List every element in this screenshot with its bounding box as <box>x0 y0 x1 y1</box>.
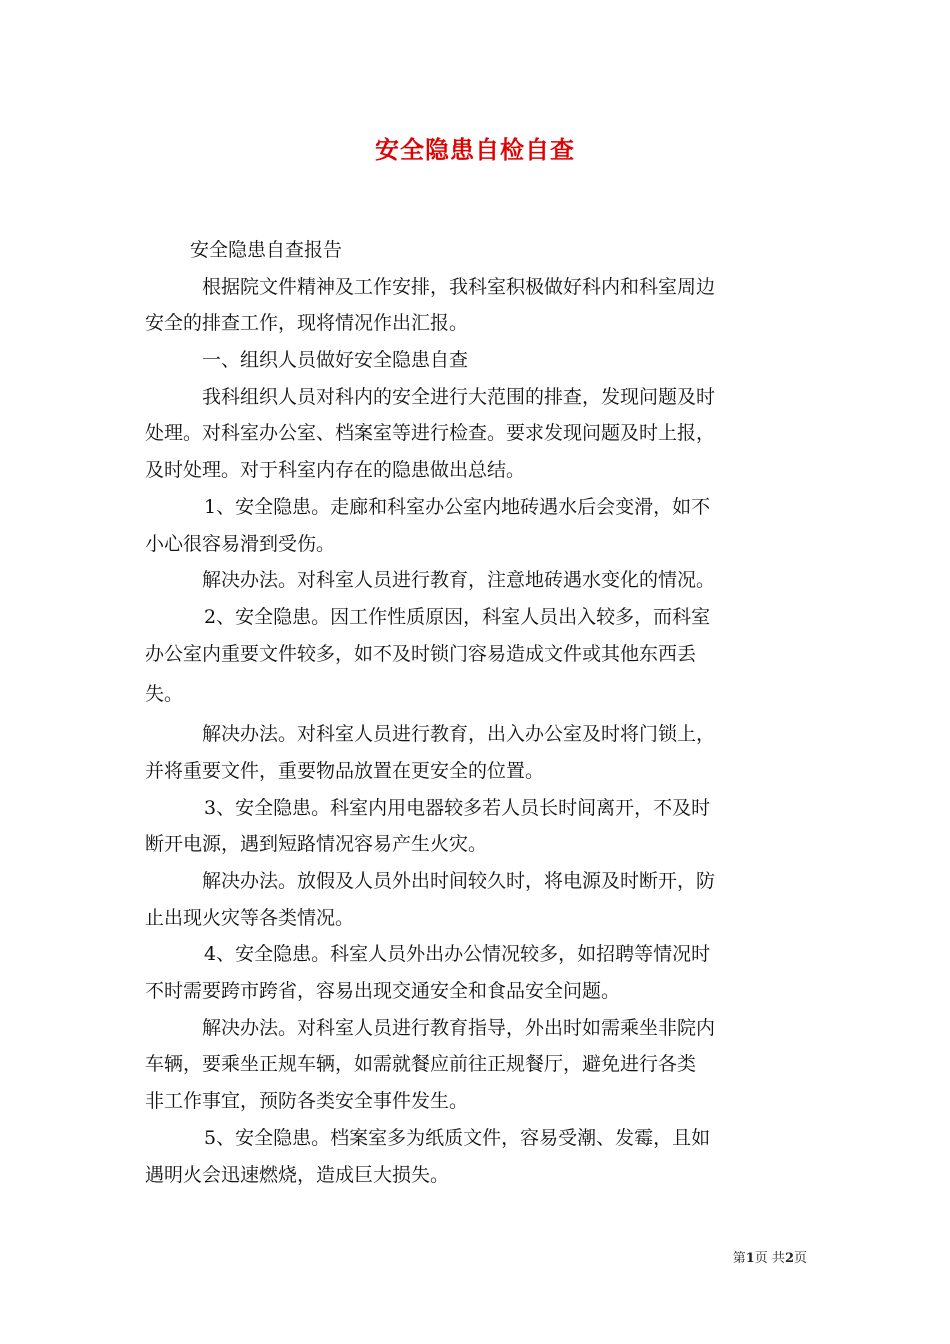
paragraph-line: 非工作事宜，预防各类安全事件发生。 <box>145 1090 469 1113</box>
document-title: 安全隐患自检自查 <box>375 135 575 164</box>
paragraph-line: 失。 <box>145 683 184 706</box>
paragraph-line: 解决办法。对科室人员进行教育，出入办公室及时将门锁上， <box>202 723 716 746</box>
footer-middle: 页 共 <box>754 1251 785 1266</box>
paragraph-line: 解决办法。对科室人员进行教育，注意地砖遇水变化的情况。 <box>202 569 716 592</box>
footer-suffix: 页 <box>793 1251 807 1266</box>
footer-prefix: 第 <box>732 1251 746 1266</box>
paragraph-line: 解决办法。对科室人员进行教育指导，外出时如需乘坐非院内 <box>202 1016 716 1039</box>
paragraph-line: 及时处理。对于科室内存在的隐患做出总结。 <box>145 459 526 482</box>
paragraph-line: 车辆，要乘坐正规车辆，如需就餐应前往正规餐厅，避免进行各类 <box>145 1053 697 1076</box>
paragraph-line: 根据院文件精神及工作安排，我科室积极做好科内和科室周边 <box>202 275 716 298</box>
paragraph-line: 办公室内重要文件较多，如不及时锁门容易造成文件或其他东西丢 <box>145 642 697 665</box>
paragraph-line: 2、安全隐患。因工作性质原因，科室人员出入较多，而科室 <box>204 605 711 628</box>
footer-total-pages: 2 <box>784 1251 794 1266</box>
paragraph-line: 小心很容易滑到受伤。 <box>145 532 336 555</box>
section-heading: 一、组织人员做好安全隐患自查 <box>202 349 469 372</box>
paragraph-line: 我科组织人员对科内的安全进行大范围的排查，发现问题及时 <box>202 385 716 408</box>
paragraph-line: 遇明火会迅速燃烧，造成巨大损失。 <box>145 1163 450 1186</box>
paragraph-line: 并将重要文件，重要物品放置在更安全的位置。 <box>145 759 545 782</box>
document-body <box>145 232 810 1193</box>
paragraph-line: 处理。对科室办公室、档案室等进行检查。要求发现问题及时上报， <box>145 422 716 445</box>
paragraph-line: 止出现火灾等各类情况。 <box>145 906 355 929</box>
paragraph-line: 解决办法。放假及人员外出时间较久时，将电源及时断开，防 <box>202 870 716 892</box>
report-subtitle: 安全隐患自查报告 <box>190 239 343 261</box>
paragraph-line: 安全的排查工作，现将情况作出汇报。 <box>145 312 469 335</box>
paragraph-line: 1、安全隐患。走廊和科室办公室内地砖遇水后会变滑，如不 <box>204 495 711 518</box>
footer-current-page: 1 <box>745 1251 755 1266</box>
paragraph-line: 断开电源，遇到短路情况容易产生火灾。 <box>145 833 488 856</box>
paragraph-line: 5、安全隐患。档案室多为纸质文件，容易受潮、发霉，且如 <box>204 1126 711 1149</box>
paragraph-line: 不时需要跨市跨省，容易出现交通安全和食品安全问题。 <box>145 980 621 1003</box>
page-number-footer <box>733 1247 807 1266</box>
paragraph-line: 4、安全隐患。科室人员外出办公情况较多，如招聘等情况时 <box>204 943 711 966</box>
paragraph-line: 3、安全隐患。科室内用电器较多若人员长时间离开，不及时 <box>204 796 711 819</box>
